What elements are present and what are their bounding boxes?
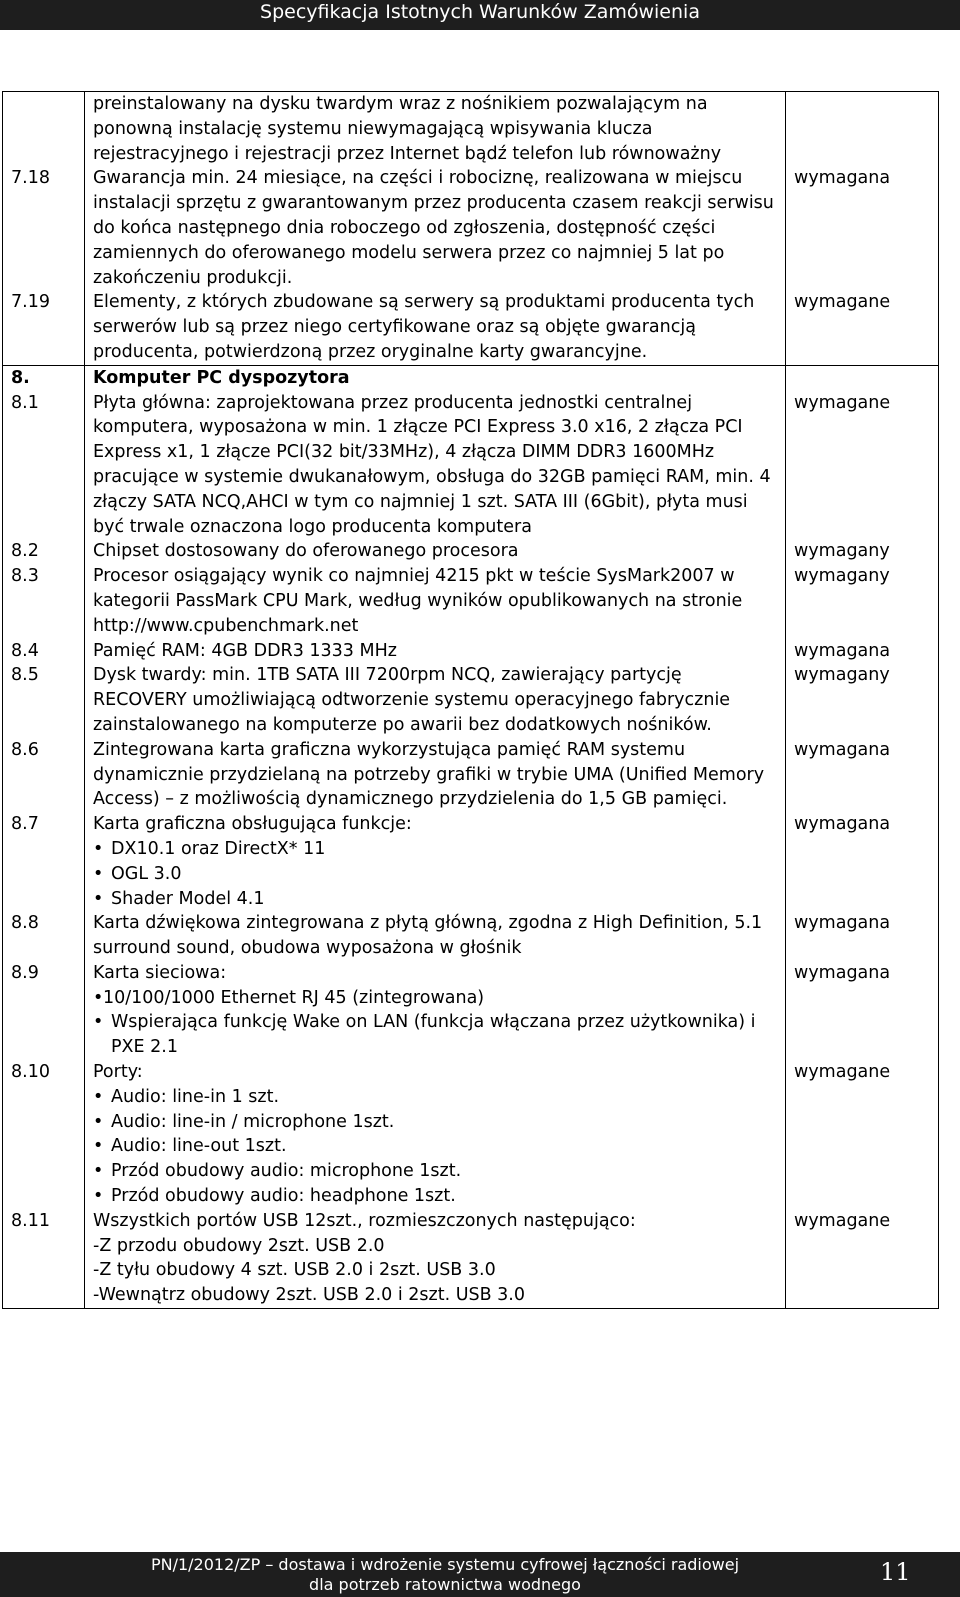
row-requirement (786, 92, 939, 167)
bullet-list (93, 1085, 777, 1209)
row-description: Dysk twardy: min. 1TB SATA III 7200rpm NCQ, zawierający partycję RECOVERY umożliwiającą odtworzenie systemu operacyjnego fabrycznie zainstalowanego na komputerze po awarii bez dodatkowych nośników. (85, 663, 786, 737)
footer-line: dla potrzeb ratownictwa wodnego (309, 1575, 581, 1594)
row-requirement: wymagana (786, 166, 939, 290)
table-row (3, 290, 939, 365)
row-number: 8.5 (3, 663, 85, 737)
list-item: • Wspierająca funkcję Wake on LAN (funkcja włączana przez użytkownika) i PXE 2.1 (93, 1010, 777, 1060)
row-requirement: wymagane (786, 1209, 939, 1309)
row-number: 8.2 (3, 539, 85, 564)
row-requirement: wymagany (786, 539, 939, 564)
table-row (3, 738, 939, 812)
bullet-list (93, 986, 777, 1060)
row-description: Zintegrowana karta graficzna wykorzystująca pamięć RAM systemu dynamicznie przydzielaną na potrzeby grafiki w trybie UMA (Unified Memory Access) – z możliwością dynamicznego przydzielenia do 1,5 GB pamięci. (85, 738, 786, 812)
row-number: 8.4 (3, 639, 85, 664)
row-description-cell (85, 1209, 786, 1309)
row-description-cell (85, 961, 786, 1060)
text-line: -Z tyłu obudowy 4 szt. USB 2.0 i 2szt. USB 3.0 (93, 1260, 496, 1281)
section-empty-cell (786, 365, 939, 390)
section-title: Komputer PC dyspozytora (85, 365, 786, 390)
header-title: Specyfikacja Istotnych Warunków Zamówienia (260, 1, 700, 23)
row-requirement: wymagane (786, 391, 939, 540)
table-row (3, 1060, 939, 1209)
spec-table (2, 91, 939, 1309)
section-row (3, 365, 939, 390)
row-number: 8.10 (3, 1060, 85, 1209)
footer-text (80, 1555, 810, 1595)
row-description: Karta dźwiękowa zintegrowana z płytą główną, zgodna z High Definition, 5.1 surround sound, obudowa wyposażona w głośnik (85, 911, 786, 961)
row-number: 8.6 (3, 738, 85, 812)
row-description: Pamięć RAM: 4GB DDR3 1333 MHz (85, 639, 786, 664)
row-requirement: wymagana (786, 738, 939, 812)
list-item: • Audio: line-in / microphone 1szt. (93, 1110, 777, 1135)
row-number: 8.9 (3, 961, 85, 1060)
table-row (3, 911, 939, 961)
text-line: -Wewnątrz obudowy 2szt. USB 2.0 i 2szt. USB 3.0 (93, 1285, 526, 1306)
row-requirement: wymagana (786, 961, 939, 1060)
footer-line: PN/1/2012/ZP – dostawa i wdrożenie systemu cyfrowej łączności radiowej (150, 1555, 740, 1574)
row-number: 7.18 (3, 166, 85, 290)
row-number: 7.19 (3, 290, 85, 365)
list-item: • OGL 3.0 (93, 862, 777, 887)
bullet-list (93, 837, 777, 911)
row-description: Elementy, z których zbudowane są serwery są produktami producenta tych serwerów lub są przez niego certyfikowane oraz są objęte gwarancją producenta, potwierdzoną przez oryginalne karty gwarancyjne. (85, 290, 786, 365)
row-number (3, 92, 85, 167)
row-number: 8.11 (3, 1209, 85, 1309)
table-row (3, 166, 939, 290)
list-item: • Audio: line-out 1szt. (93, 1134, 777, 1159)
table-row (3, 391, 939, 540)
table-row (3, 812, 939, 911)
table-row (3, 639, 939, 664)
row-description-cell (85, 1060, 786, 1209)
row-description: Procesor osiągający wynik co najmniej 4215 pkt w teście SysMark2007 w kategorii PassMark CPU Mark, według wyników opublikowanych na stronie http://www.cpubenchmark.net (85, 564, 786, 638)
table-row (3, 1209, 939, 1309)
row-requirement: wymagany (786, 564, 939, 638)
page-footer (0, 1552, 960, 1597)
text-line: -Z przodu obudowy 2szt. USB 2.0 (93, 1235, 385, 1256)
row-description: Chipset dostosowany do oferowanego procesora (85, 539, 786, 564)
page-header (0, 0, 960, 30)
row-description: Karta sieciowa: (93, 962, 227, 983)
row-requirement: wymagana (786, 639, 939, 664)
row-requirement: wymagana (786, 812, 939, 911)
row-number: 8.8 (3, 911, 85, 961)
table-row (3, 961, 939, 1060)
page-number: 11 (880, 1558, 911, 1586)
list-item: • DX10.1 oraz DirectX* 11 (93, 837, 777, 862)
row-description: Porty: (93, 1062, 143, 1083)
row-description: Gwarancja min. 24 miesiące, na części i robociznę, realizowana w miejscu instalacji sprzętu z gwarantowanym przez producenta czasem reakcji serwisu do końca następnego dnia roboczego od zgłoszenia, dostępność części zamiennych do oferowanego modelu serwera przez co najmniej 5 lat po zakończeniu produkcji. (85, 166, 786, 290)
row-requirement: wymagana (786, 911, 939, 961)
row-number: 8.3 (3, 564, 85, 638)
list-item: • Przód obudowy audio: headphone 1szt. (93, 1184, 777, 1209)
row-description: Wszystkich portów USB 12szt., rozmieszczonych następująco: (93, 1210, 636, 1231)
list-item: • Audio: line-in 1 szt. (93, 1085, 777, 1110)
list-item: • 10/100/1000 Ethernet RJ 45 (zintegrowana) (93, 986, 777, 1011)
row-number: 8.7 (3, 812, 85, 911)
table-row (3, 564, 939, 638)
row-description: preinstalowany na dysku twardym wraz z nośnikiem pozwalającym na ponowną instalację systemu niewymagającą wpisywania klucza rejestracyjnego i rejestracji przez Internet bądź telefon lub równoważny (85, 92, 786, 167)
row-requirement: wymagany (786, 663, 939, 737)
section-number: 8. (3, 365, 85, 390)
row-description-cell (85, 812, 786, 911)
row-requirement: wymagane (786, 290, 939, 365)
list-item: • Shader Model 4.1 (93, 887, 777, 912)
row-description: Płyta główna: zaprojektowana przez producenta jednostki centralnej komputera, wyposażona w min. 1 złącze PCI Express 3.0 x16, 2 złącza PCI Express x1, 1 złącze PCI(32 bit/33MHz), 4 złącza DIMM DDR3 1600MHz pracujące w systemie dwukanałowym, obsługa do 32GB pamięci RAM, min. 4 złączy SATA NCQ,AHCI w tym co najmniej 1 szt. SATA III (6Gbit), płyta musi być trwale oznaczona logo producenta komputera (85, 391, 786, 540)
table-row (3, 663, 939, 737)
table-row (3, 92, 939, 167)
list-item: • Przód obudowy audio: microphone 1szt. (93, 1159, 777, 1184)
row-number: 8.1 (3, 391, 85, 540)
row-requirement: wymagane (786, 1060, 939, 1209)
table-row (3, 539, 939, 564)
row-description: Karta graficzna obsługująca funkcje: (93, 814, 412, 835)
